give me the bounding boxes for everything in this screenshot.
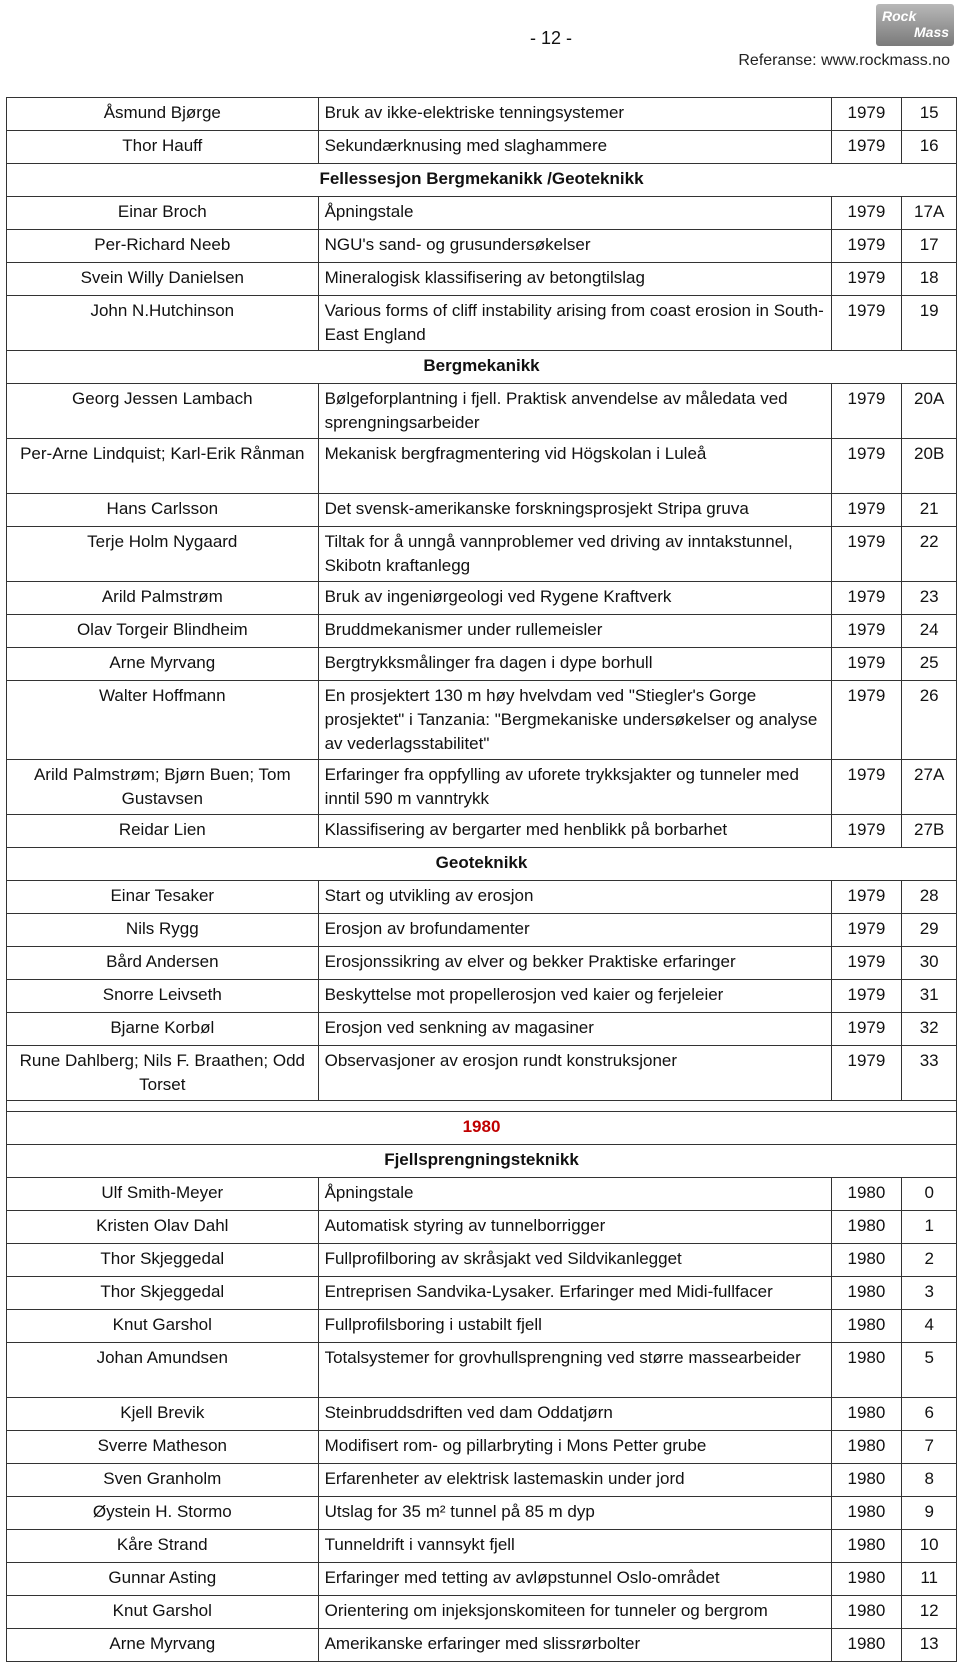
author-cell: Bård Andersen bbox=[7, 947, 319, 980]
table-row bbox=[7, 681, 957, 760]
title-cell: Mekanisk bergfragmentering vid Högskolan i Luleå bbox=[318, 439, 831, 494]
table-row bbox=[7, 1431, 957, 1464]
table-row bbox=[7, 582, 957, 615]
spacer-row bbox=[7, 1101, 957, 1112]
title-cell: Erfarenheter av elektrisk lastemaskin under jord bbox=[318, 1464, 831, 1497]
table-row bbox=[7, 1596, 957, 1629]
year-cell: 1980 bbox=[831, 1497, 902, 1530]
year-cell: 1979 bbox=[831, 1013, 902, 1046]
number-cell: 9 bbox=[902, 1497, 957, 1530]
number-cell: 27A bbox=[902, 760, 957, 815]
number-cell: 10 bbox=[902, 1530, 957, 1563]
title-cell: NGU's sand- og grusundersøkelser bbox=[318, 230, 831, 263]
year-cell: 1979 bbox=[831, 98, 902, 131]
number-cell: 25 bbox=[902, 648, 957, 681]
title-cell: Beskyttelse mot propellerosjon ved kaier og ferjeleier bbox=[318, 980, 831, 1013]
table-row bbox=[7, 1497, 957, 1530]
section-heading-row bbox=[7, 351, 957, 384]
number-cell: 11 bbox=[902, 1563, 957, 1596]
year-cell: 1979 bbox=[831, 760, 902, 815]
author-cell: Sven Granholm bbox=[7, 1464, 319, 1497]
author-cell: Sverre Matheson bbox=[7, 1431, 319, 1464]
number-cell: 24 bbox=[902, 615, 957, 648]
section-heading: Fellessesjon Bergmekanikk /Geoteknikk bbox=[7, 164, 957, 197]
number-cell: 20B bbox=[902, 439, 957, 494]
table-row bbox=[7, 98, 957, 131]
table-row bbox=[7, 527, 957, 582]
number-cell: 4 bbox=[902, 1310, 957, 1343]
title-cell: Erosjon ved senkning av magasiner bbox=[318, 1013, 831, 1046]
table-row bbox=[7, 1013, 957, 1046]
year-cell: 1979 bbox=[831, 615, 902, 648]
number-cell: 23 bbox=[902, 582, 957, 615]
title-cell: Erfaringer med tetting av avløpstunnel Oslo-området bbox=[318, 1563, 831, 1596]
table-row bbox=[7, 230, 957, 263]
section-heading-row bbox=[7, 164, 957, 197]
number-cell: 5 bbox=[902, 1343, 957, 1398]
table-row bbox=[7, 263, 957, 296]
table-row bbox=[7, 131, 957, 164]
year-heading-row bbox=[7, 1112, 957, 1145]
year-heading: 1980 bbox=[7, 1112, 957, 1145]
section-heading: Geoteknikk bbox=[7, 848, 957, 881]
title-cell: Bruk av ikke-elektriske tenningsystemer bbox=[318, 98, 831, 131]
number-cell: 7 bbox=[902, 1431, 957, 1464]
table-row bbox=[7, 1343, 957, 1398]
table-row bbox=[7, 615, 957, 648]
number-cell: 17 bbox=[902, 230, 957, 263]
year-cell: 1980 bbox=[831, 1244, 902, 1277]
year-cell: 1979 bbox=[831, 582, 902, 615]
author-cell: Kjell Brevik bbox=[7, 1398, 319, 1431]
year-cell: 1980 bbox=[831, 1431, 902, 1464]
table-row bbox=[7, 1464, 957, 1497]
title-cell: Åpningstale bbox=[318, 1178, 831, 1211]
year-cell: 1980 bbox=[831, 1596, 902, 1629]
rockmass-logo bbox=[876, 4, 954, 46]
title-cell: Tunneldrift i vannsykt fjell bbox=[318, 1530, 831, 1563]
author-cell: Knut Garshol bbox=[7, 1596, 319, 1629]
table-row bbox=[7, 648, 957, 681]
number-cell: 31 bbox=[902, 980, 957, 1013]
year-cell: 1979 bbox=[831, 230, 902, 263]
number-cell: 30 bbox=[902, 947, 957, 980]
title-cell: Det svensk-amerikanske forskningsprosjekt Stripa gruva bbox=[318, 494, 831, 527]
number-cell: 19 bbox=[902, 296, 957, 351]
author-cell: Olav Torgeir Blindheim bbox=[7, 615, 319, 648]
year-cell: 1980 bbox=[831, 1310, 902, 1343]
table-row bbox=[7, 881, 957, 914]
title-cell: Totalsystemer for grovhullsprengning ved større massearbeider bbox=[318, 1343, 831, 1398]
number-cell: 16 bbox=[902, 131, 957, 164]
number-cell: 13 bbox=[902, 1629, 957, 1662]
table-row bbox=[7, 197, 957, 230]
title-cell: Steinbruddsdriften ved dam Oddatjørn bbox=[318, 1398, 831, 1431]
lecture-table bbox=[6, 97, 957, 1662]
year-cell: 1979 bbox=[831, 980, 902, 1013]
author-cell: Thor Skjeggedal bbox=[7, 1277, 319, 1310]
number-cell: 1 bbox=[902, 1211, 957, 1244]
author-cell: Johan Amundsen bbox=[7, 1343, 319, 1398]
table-row bbox=[7, 296, 957, 351]
section-heading-row bbox=[7, 848, 957, 881]
title-cell: Bølgeforplantning i fjell. Praktisk anvendelse av måledata ved sprengningsarbeider bbox=[318, 384, 831, 439]
title-cell: Orientering om injeksjonskomiteen for tunneler og bergrom bbox=[318, 1596, 831, 1629]
number-cell: 0 bbox=[902, 1178, 957, 1211]
year-cell: 1980 bbox=[831, 1277, 902, 1310]
logo-word-rock: Rock bbox=[882, 8, 917, 24]
title-cell: Åpningstale bbox=[318, 197, 831, 230]
section-heading: Fjellsprengningsteknikk bbox=[7, 1145, 957, 1178]
section-heading-row bbox=[7, 1145, 957, 1178]
author-cell: Arild Palmstrøm bbox=[7, 582, 319, 615]
year-cell: 1979 bbox=[831, 527, 902, 582]
author-cell: Åsmund Bjørge bbox=[7, 98, 319, 131]
author-cell: Snorre Leivseth bbox=[7, 980, 319, 1013]
year-cell: 1979 bbox=[831, 439, 902, 494]
author-cell: Terje Holm Nygaard bbox=[7, 527, 319, 582]
logo-word-mass: Mass bbox=[914, 24, 950, 40]
title-cell: Klassifisering av bergarter med henblikk på borbarhet bbox=[318, 815, 831, 848]
number-cell: 15 bbox=[902, 98, 957, 131]
table-row bbox=[7, 1046, 957, 1101]
author-cell: Reidar Lien bbox=[7, 815, 319, 848]
number-cell: 6 bbox=[902, 1398, 957, 1431]
author-cell: Nils Rygg bbox=[7, 914, 319, 947]
table-row bbox=[7, 1178, 957, 1211]
number-cell: 18 bbox=[902, 263, 957, 296]
year-cell: 1979 bbox=[831, 815, 902, 848]
title-cell: Automatisk styring av tunnelborrigger bbox=[318, 1211, 831, 1244]
title-cell: Mineralogisk klassifisering av betongtilslag bbox=[318, 263, 831, 296]
title-cell: Observasjoner av erosjon rundt konstruksjoner bbox=[318, 1046, 831, 1101]
author-cell: Bjarne Korbøl bbox=[7, 1013, 319, 1046]
number-cell: 33 bbox=[902, 1046, 957, 1101]
author-cell: Knut Garshol bbox=[7, 1310, 319, 1343]
year-cell: 1980 bbox=[831, 1343, 902, 1398]
author-cell: Gunnar Asting bbox=[7, 1563, 319, 1596]
year-cell: 1979 bbox=[831, 881, 902, 914]
author-cell: Per-Arne Lindquist; Karl-Erik Rånman bbox=[7, 439, 319, 494]
author-cell: Georg Jessen Lambach bbox=[7, 384, 319, 439]
title-cell: Bergtrykksmålinger fra dagen i dype borhull bbox=[318, 648, 831, 681]
year-cell: 1979 bbox=[831, 494, 902, 527]
title-cell: Fullprofilboring av skråsjakt ved Sildvikanlegget bbox=[318, 1244, 831, 1277]
table-row bbox=[7, 815, 957, 848]
author-cell: Ulf Smith-Meyer bbox=[7, 1178, 319, 1211]
table-row bbox=[7, 1277, 957, 1310]
number-cell: 21 bbox=[902, 494, 957, 527]
author-cell: Arne Myrvang bbox=[7, 1629, 319, 1662]
year-cell: 1979 bbox=[831, 1046, 902, 1101]
table-row bbox=[7, 947, 957, 980]
table-row bbox=[7, 439, 957, 494]
number-cell: 27B bbox=[902, 815, 957, 848]
author-cell: Thor Skjeggedal bbox=[7, 1244, 319, 1277]
title-cell: Modifisert rom- og pillarbryting i Mons Petter grube bbox=[318, 1431, 831, 1464]
title-cell: Erosjon av brofundamenter bbox=[318, 914, 831, 947]
page-number: - 12 - bbox=[530, 28, 573, 48]
author-cell: Kristen Olav Dahl bbox=[7, 1211, 319, 1244]
table-row bbox=[7, 1211, 957, 1244]
table-row bbox=[7, 1530, 957, 1563]
lecture-table-body bbox=[7, 98, 957, 1662]
author-cell: Rune Dahlberg; Nils F. Braathen; Odd Torset bbox=[7, 1046, 319, 1101]
title-cell: Various forms of cliff instability arising from coast erosion in South-East England bbox=[318, 296, 831, 351]
table-row bbox=[7, 914, 957, 947]
author-cell: Hans Carlsson bbox=[7, 494, 319, 527]
author-cell: Arne Myrvang bbox=[7, 648, 319, 681]
title-cell: Fullprofilsboring i ustabilt fjell bbox=[318, 1310, 831, 1343]
table-row bbox=[7, 1563, 957, 1596]
author-cell: Per-Richard Neeb bbox=[7, 230, 319, 263]
title-cell: Bruddmekanismer under rullemeisler bbox=[318, 615, 831, 648]
number-cell: 26 bbox=[902, 681, 957, 760]
number-cell: 8 bbox=[902, 1464, 957, 1497]
number-cell: 29 bbox=[902, 914, 957, 947]
table-row bbox=[7, 760, 957, 815]
year-cell: 1979 bbox=[831, 263, 902, 296]
author-cell: Svein Willy Danielsen bbox=[7, 263, 319, 296]
title-cell: Erosjonssikring av elver og bekker Praktiske erfaringer bbox=[318, 947, 831, 980]
year-cell: 1980 bbox=[831, 1398, 902, 1431]
number-cell: 20A bbox=[902, 384, 957, 439]
year-cell: 1979 bbox=[831, 384, 902, 439]
table-row bbox=[7, 1398, 957, 1431]
number-cell: 32 bbox=[902, 1013, 957, 1046]
title-cell: Start og utvikling av erosjon bbox=[318, 881, 831, 914]
table-row bbox=[7, 494, 957, 527]
title-cell: Bruk av ingeniørgeologi ved Rygene Kraftverk bbox=[318, 582, 831, 615]
year-cell: 1980 bbox=[831, 1563, 902, 1596]
year-cell: 1979 bbox=[831, 296, 902, 351]
author-cell: John N.Hutchinson bbox=[7, 296, 319, 351]
author-cell: Arild Palmstrøm; Bjørn Buen; Tom Gustavsen bbox=[7, 760, 319, 815]
author-cell: Kåre Strand bbox=[7, 1530, 319, 1563]
number-cell: 2 bbox=[902, 1244, 957, 1277]
table-row bbox=[7, 1244, 957, 1277]
year-cell: 1980 bbox=[831, 1464, 902, 1497]
title-cell: En prosjektert 130 m høy hvelvdam ved "Stiegler's Gorge prosjektet" i Tanzania: "Bergmekaniske undersøkelser og analyse av vederlagsstabilitet" bbox=[318, 681, 831, 760]
year-cell: 1980 bbox=[831, 1530, 902, 1563]
number-cell: 17A bbox=[902, 197, 957, 230]
year-cell: 1979 bbox=[831, 131, 902, 164]
author-cell: Øystein H. Stormo bbox=[7, 1497, 319, 1530]
reference-line: Referanse: www.rockmass.no bbox=[738, 52, 950, 69]
author-cell: Einar Tesaker bbox=[7, 881, 319, 914]
year-cell: 1979 bbox=[831, 914, 902, 947]
title-cell: Utslag for 35 m² tunnel på 85 m dyp bbox=[318, 1497, 831, 1530]
year-cell: 1979 bbox=[831, 681, 902, 760]
title-cell: Sekundærknusing med slaghammere bbox=[318, 131, 831, 164]
spacer-cell bbox=[7, 1101, 957, 1112]
year-cell: 1980 bbox=[831, 1211, 902, 1244]
number-cell: 28 bbox=[902, 881, 957, 914]
section-heading: Bergmekanikk bbox=[7, 351, 957, 384]
table-row bbox=[7, 980, 957, 1013]
table-row bbox=[7, 1310, 957, 1343]
author-cell: Thor Hauff bbox=[7, 131, 319, 164]
year-cell: 1979 bbox=[831, 197, 902, 230]
year-cell: 1979 bbox=[831, 648, 902, 681]
title-cell: Tiltak for å unngå vannproblemer ved driving av inntakstunnel, Skibotn kraftanlegg bbox=[318, 527, 831, 582]
number-cell: 3 bbox=[902, 1277, 957, 1310]
author-cell: Walter Hoffmann bbox=[7, 681, 319, 760]
year-cell: 1980 bbox=[831, 1178, 902, 1211]
table-row bbox=[7, 384, 957, 439]
year-cell: 1979 bbox=[831, 947, 902, 980]
table-row bbox=[7, 1629, 957, 1662]
title-cell: Amerikanske erfaringer med slissrørbolter bbox=[318, 1629, 831, 1662]
title-cell: Entreprisen Sandvika-Lysaker. Erfaringer med Midi-fullfacer bbox=[318, 1277, 831, 1310]
title-cell: Erfaringer fra oppfylling av uforete trykksjakter og tunneler med inntil 590 m vanntrykk bbox=[318, 760, 831, 815]
number-cell: 22 bbox=[902, 527, 957, 582]
author-cell: Einar Broch bbox=[7, 197, 319, 230]
year-cell: 1980 bbox=[831, 1629, 902, 1662]
number-cell: 12 bbox=[902, 1596, 957, 1629]
